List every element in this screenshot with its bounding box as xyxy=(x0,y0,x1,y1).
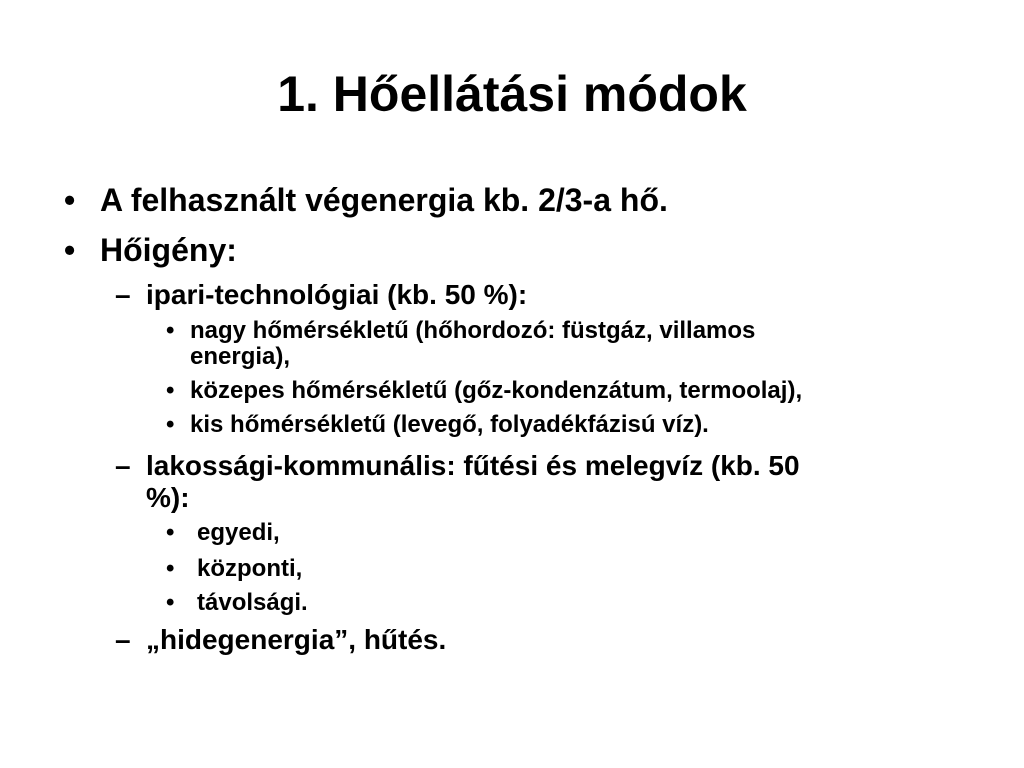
bullet-marker: • xyxy=(64,232,76,268)
sub-bullet-text: nagy hőmérsékletű (hőhordozó: füstgáz, villamos xyxy=(190,317,756,344)
dash-marker: – xyxy=(115,450,131,481)
sub-bullet-marker: • xyxy=(166,377,175,404)
sub-bullet-text: egyedi, xyxy=(197,519,280,546)
subitem-text: „hidegenergia”, hűtés. xyxy=(146,624,447,655)
bullet-text: A felhasznált végenergia kb. 2/3-a hő. xyxy=(100,182,668,218)
subitem-text: ipari-technológiai (kb. 50 %): xyxy=(146,279,528,310)
subitem-text-continued: %): xyxy=(146,482,190,513)
sub-bullet-marker: • xyxy=(166,589,175,616)
dash-marker: – xyxy=(115,624,131,655)
dash-marker: – xyxy=(115,279,131,310)
sub-bullet-text: távolsági. xyxy=(197,589,308,616)
sub-bullet-marker: • xyxy=(166,411,175,438)
slide-title: 1. Hőellátási módok xyxy=(277,66,747,122)
sub-bullet-text: központi, xyxy=(197,555,303,582)
sub-bullet-text: kis hőmérsékletű (levegő, folyadékfázisú víz). xyxy=(190,411,709,438)
bullet-marker: • xyxy=(64,182,76,218)
sub-bullet-marker: • xyxy=(166,317,175,344)
sub-bullet-marker: • xyxy=(166,519,175,546)
sub-bullet-marker: • xyxy=(166,555,175,582)
sub-bullet-text: közepes hőmérsékletű (gőz-kondenzátum, termoolaj), xyxy=(190,377,803,404)
sub-bullet-text-continued: energia), xyxy=(190,343,291,370)
bullet-text: Hőigény: xyxy=(100,232,237,268)
subitem-text: lakossági-kommunális: fűtési és melegvíz (kb. 50 xyxy=(146,450,800,481)
